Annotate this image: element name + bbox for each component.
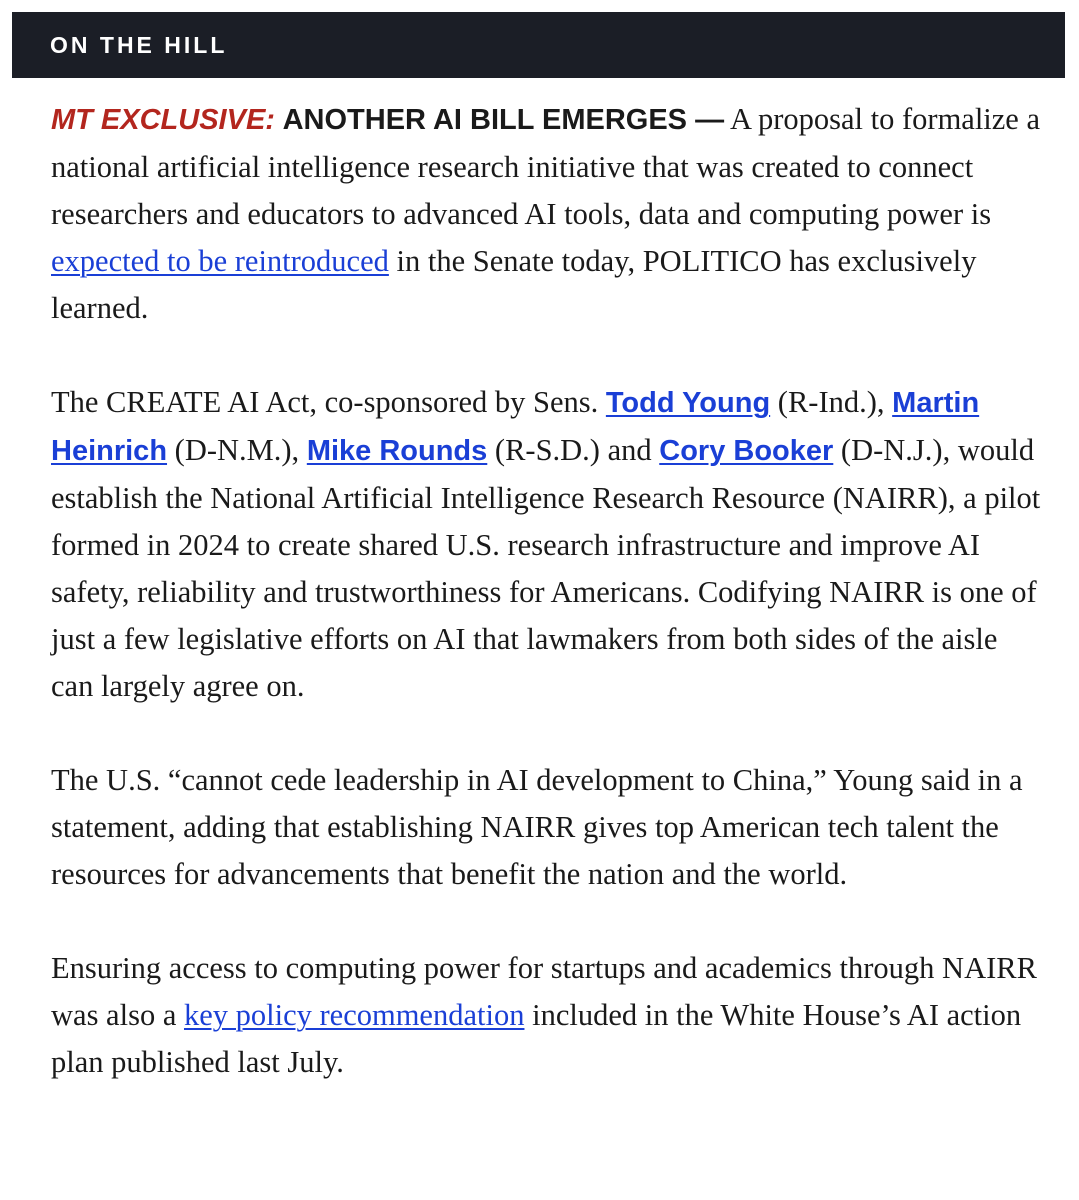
paragraph-2-text-a: The CREATE AI Act, co-sponsored by Sens. [51, 385, 606, 419]
section-header [12, 12, 1065, 78]
paragraph-3: The U.S. “cannot cede leadership in AI development to China,” Young said in a statement, adding that establishing NAIRR gives top American tech talent the resources for advancements that benefit the nation and the world. [51, 763, 1023, 891]
section-label: ON THE HILL [50, 31, 228, 58]
senator-link-todd-young[interactable]: Todd Young [605, 387, 771, 419]
policy-recommendation-link[interactable]: key policy recommendation [183, 998, 525, 1032]
party-3: (R-S.D.) and [487, 433, 660, 467]
exclusive-kicker: MT EXCLUSIVE: [51, 104, 275, 136]
senator-link-cory-booker[interactable]: Cory Booker [659, 435, 834, 467]
paragraph-4-text-a: Ensuring access to computing power for startups and academics through NAIRR was also a [51, 951, 1037, 1032]
senator-link-martin-heinrich[interactable]: Martin Heinrich [51, 387, 980, 467]
reintroduced-link[interactable]: expected to be reintroduced [51, 244, 389, 278]
paragraph-2 [51, 379, 1041, 710]
senator-link-mike-rounds[interactable]: Mike Rounds [306, 435, 488, 467]
paragraph-4 [51, 945, 1041, 1086]
paragraph-1-text-a: A proposal to formalize a national artificial intelligence research initiative that was created to connect researchers and educators to advanced AI tools, data and computing power is [51, 102, 1041, 231]
party-1: (R-Ind.), [770, 385, 893, 419]
paragraph-2-text-b: (D-N.J.), would establish the National Artificial Intelligence Research Resource (NAIRR), a pilot formed in 2024 to create shared U.S. research infrastructure and improve AI safety, reliability and trustworthiness for Americans. Codifying NAIRR is one of just a few legislative efforts on AI that lawmakers from both sides of the aisle can largely agree on. [51, 433, 1041, 703]
paragraph-1-text-b: in the Senate today, POLITICO has exclusively learned. [51, 244, 977, 325]
article-body [51, 96, 1041, 1133]
paragraph-4-text-b: included in the White House’s AI action plan published last July. [51, 998, 1022, 1079]
party-2: (D-N.M.), [167, 433, 307, 467]
story-headline: ANOTHER AI BILL EMERGES — [282, 104, 725, 136]
paragraph-1 [51, 96, 1041, 332]
